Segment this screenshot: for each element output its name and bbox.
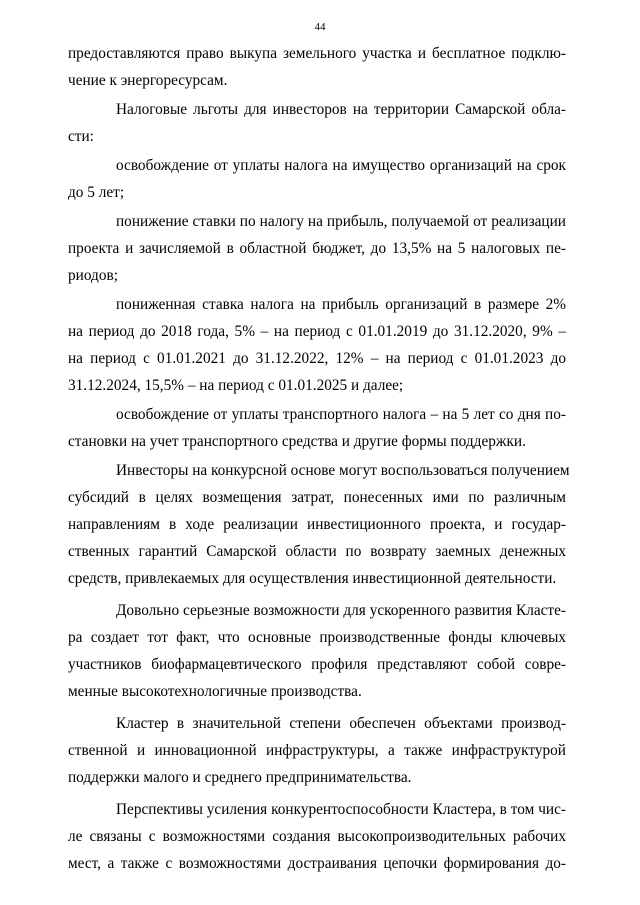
text-line: предоставляются право выкупа земельного участка и бесплатное подклю- bbox=[68, 45, 566, 62]
text-line: сти: bbox=[68, 128, 94, 145]
text-line: на период с 01.01.2021 до 31.12.2022, 12% – на период с 01.01.2023 до bbox=[68, 350, 566, 367]
text-line: ственных гарантий Самарской области по возврату заемных денежных bbox=[68, 543, 566, 560]
text-line: понижение ставки по налогу на прибыль, получаемой от реализации bbox=[116, 213, 566, 230]
text-line: участников биофармацевтического профиля представляют собой совре- bbox=[68, 656, 566, 673]
text-line: риодов; bbox=[68, 267, 118, 284]
page-number: 44 bbox=[314, 21, 326, 33]
text-line: 31.12.2024, 15,5% – на период с 01.01.2025 и далее; bbox=[68, 377, 404, 394]
text-line: ственной и инновационной инфраструктуры, а также инфраструктурой bbox=[68, 742, 566, 759]
text-line: Кластер в значительной степени обеспечен объектами производ- bbox=[116, 715, 566, 732]
text-line: чение к энергоресурсам. bbox=[68, 72, 228, 89]
text-line: Налоговые льготы для инвесторов на территории Самарской обла- bbox=[116, 101, 566, 118]
text-line: до 5 лет; bbox=[68, 184, 125, 201]
text-line: освобождение от уплаты налога на имущество организаций на срок bbox=[116, 157, 566, 174]
text-line: пониженная ставка налога на прибыль организаций в размере 2% bbox=[116, 296, 566, 313]
text-line: ра создает тот факт, что основные производственные фонды ключевых bbox=[68, 629, 566, 646]
text-line: поддержки малого и среднего предпринимательства. bbox=[68, 769, 412, 786]
text-line: менные высокотехнологичные производства. bbox=[68, 683, 362, 700]
text-line: мест, а также с возможностями достраивания цепочки формирования до- bbox=[68, 855, 566, 872]
text-line: проекта и зачисляемой в областной бюджет, до 13,5% на 5 налоговых пе- bbox=[68, 240, 566, 257]
text-line: субсидий в целях возмещения затрат, понесенных ими по различным bbox=[68, 489, 566, 506]
text-line: становки на учет транспортного средства и другие формы поддержки. bbox=[68, 433, 526, 450]
text-line: направлениям в ходе реализации инвестиционного проекта, и государ- bbox=[68, 516, 566, 533]
text-line: Довольно серьезные возможности для ускоренного развития Класте- bbox=[116, 602, 566, 619]
text-line: ле связаны с возможностями создания высокопроизводительных рабочих bbox=[68, 828, 566, 845]
body-text bbox=[68, 40, 570, 877]
text-line: на период до 2018 года, 5% – на период с 01.01.2019 до 31.12.2020, 9% – bbox=[68, 323, 566, 340]
text-line: освобождение от уплаты транспортного налога – на 5 лет со дня по- bbox=[116, 406, 566, 423]
text-line: Инвесторы на конкурсной основе могут воспользоваться получением bbox=[116, 462, 570, 479]
text-line: Перспективы усиления конкурентоспособности Кластера, в том чис- bbox=[116, 801, 566, 818]
text-line: средств, привлекаемых для осуществления инвестиционной деятельности. bbox=[68, 570, 557, 587]
